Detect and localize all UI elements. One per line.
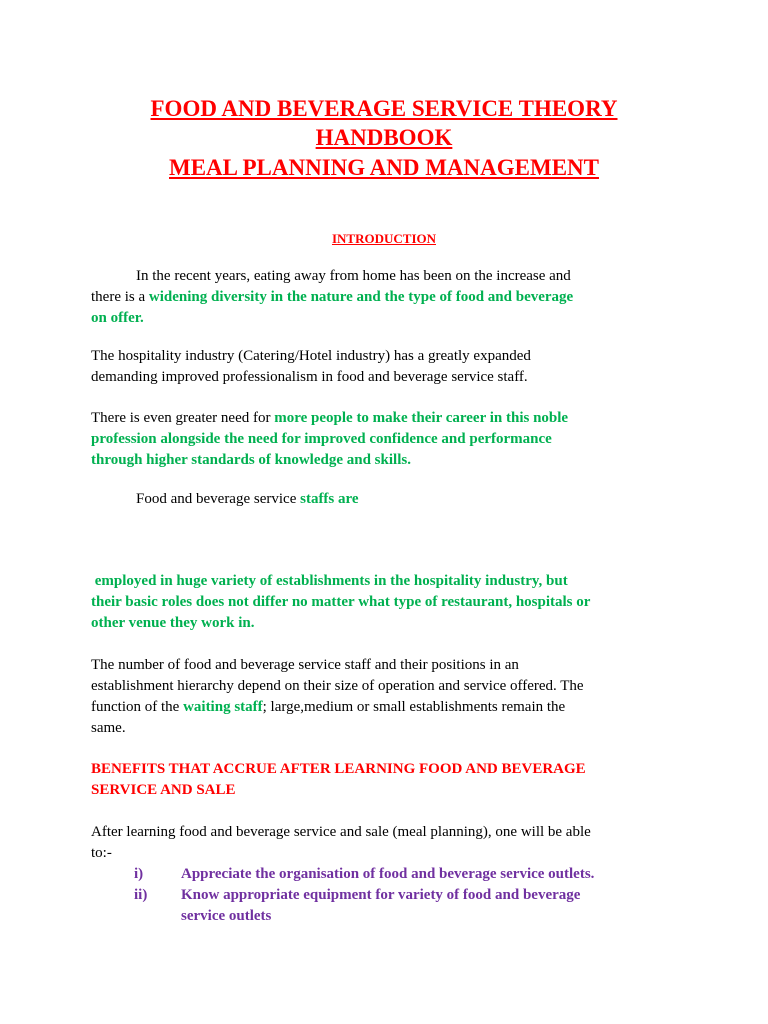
list-number: ii): [134, 887, 148, 903]
highlight-text: more people to make their career in this noble: [274, 410, 569, 426]
text-span: function of the: [91, 699, 184, 715]
intro-paragraph-1-line-3: [91, 308, 691, 329]
list-text: Appreciate the organisation of food and beverage service outlets.: [181, 866, 595, 882]
intro-paragraph-3-line-3: [91, 450, 691, 471]
intro-paragraph-6-line-3: [91, 697, 691, 718]
intro-paragraph-3-line-1: [91, 408, 691, 429]
intro-paragraph-3-line-2: [91, 429, 691, 450]
text-span: there is a: [91, 289, 149, 305]
intro-paragraph-6-line-2: establishment hierarchy depend on their size of operation and service offered. The: [91, 678, 584, 694]
benefits-intro-line-1: After learning food and beverage service and sale (meal planning), one will be able: [91, 824, 591, 840]
title-line-2: HANDBOOK: [315, 125, 453, 150]
intro-paragraph-2-line-1: The hospitality industry (Catering/Hotel industry) has a greatly expanded: [91, 348, 531, 364]
highlight-text: widening diversity in the nature and the type of food and beverage: [148, 289, 574, 305]
highlight-text: profession alongside the need for improved confidence and performance: [91, 431, 552, 447]
introduction-heading: INTRODUCTION: [331, 231, 436, 246]
benefits-heading-line-1: BENEFITS THAT ACCRUE AFTER LEARNING FOOD AND BEVERAGE: [91, 761, 586, 777]
intro-paragraph-1-line-1: [91, 266, 691, 287]
text-span: Food and beverage service: [136, 491, 301, 507]
intro-paragraph-2-line-2: demanding improved professionalism in food and beverage service staff.: [91, 369, 528, 385]
benefits-heading-line-2: SERVICE AND SALE: [91, 782, 236, 798]
intro-paragraph-5-line-1: employed in huge variety of establishments in the hospitality industry, but: [91, 573, 568, 589]
highlight-text: waiting staff: [183, 699, 263, 715]
list-text-continued: service outlets: [181, 908, 272, 924]
intro-paragraph-4: [91, 489, 691, 510]
list-number: i): [134, 866, 144, 882]
intro-paragraph-5-line-3: other venue they work in.: [91, 615, 255, 631]
intro-paragraph-1-line-2: [91, 287, 691, 308]
list-item: [134, 864, 694, 885]
highlight-text: through higher standards of knowledge and skills.: [91, 452, 411, 468]
benefits-intro-line-2: to:-: [91, 845, 112, 861]
text-span: ; large,medium or small establishments remain the: [262, 699, 566, 715]
intro-paragraph-5-line-2: their basic roles does not differ no matter what type of restaurant, hospitals or: [91, 594, 591, 610]
intro-paragraph-6-line-4: same.: [91, 720, 126, 736]
highlight-text: staffs are: [300, 491, 359, 507]
text-span: There is even greater need for: [91, 410, 275, 426]
text-span: In the recent years, eating away from home has been on the increase and: [136, 268, 571, 284]
list-item: [134, 885, 694, 927]
highlight-text: on offer.: [91, 310, 144, 326]
title-line-3: MEAL PLANNING AND MANAGEMENT: [169, 155, 599, 180]
intro-paragraph-6-line-1: The number of food and beverage service staff and their positions in an: [91, 657, 519, 673]
title-line-1: FOOD AND BEVERAGE SERVICE THEORY: [150, 96, 618, 121]
list-text: Know appropriate equipment for variety of food and beverage: [181, 887, 581, 903]
